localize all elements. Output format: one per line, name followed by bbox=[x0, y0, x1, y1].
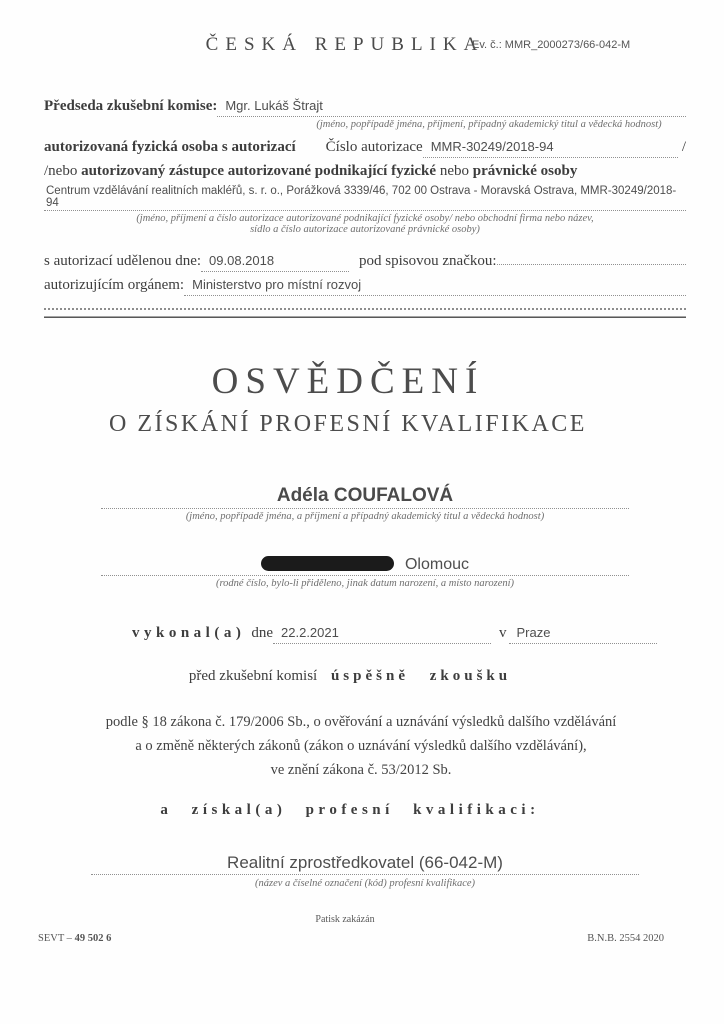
exam-result-row bbox=[44, 668, 686, 685]
authorized-entity-row bbox=[44, 185, 686, 211]
trailing-slash: / bbox=[681, 139, 686, 155]
exam-date-field bbox=[273, 625, 491, 644]
or-prefix: /nebo bbox=[44, 163, 78, 179]
performed-label: vykonal(a) bbox=[132, 625, 246, 641]
chairman-label: Předseda zkušební komise: bbox=[44, 98, 218, 114]
date-word: dne bbox=[251, 625, 274, 641]
granted-date-field bbox=[201, 253, 349, 272]
holder-name: Adéla COUFALOVÁ bbox=[276, 485, 454, 506]
birth-data-field bbox=[101, 556, 629, 576]
qualification-caption: (název a číselné označení (kód) profesní kvalifikace) bbox=[254, 878, 476, 889]
before-committee-label: před zkušební komisí bbox=[188, 668, 318, 684]
authorization-row-2 bbox=[44, 161, 686, 182]
authorized-entity: Centrum vzdělávání realitních makléřů, s. r. o., Porážková 3339/46, 702 00 Ostrava - Moravská Ostrava, MMR-30249/2018-94 bbox=[44, 185, 686, 211]
entity-caption-line1: (jméno, příjmení a číslo autorizace autorizované podnikající fyzické osoby/ nebo obchodní firma nebo název, bbox=[136, 213, 594, 224]
exam-performed-row bbox=[132, 625, 622, 644]
document-header bbox=[44, 34, 686, 58]
exam-place: Praze bbox=[516, 625, 551, 640]
country-title: ČESKÁ REPUBLIKA bbox=[205, 34, 485, 55]
file-number-field bbox=[497, 248, 686, 265]
reprint-forbidden-note: Patisk zakázán bbox=[315, 914, 375, 925]
authorization-row-1 bbox=[44, 139, 686, 158]
authorizing-body-label: autorizujícím orgánem: bbox=[44, 277, 185, 293]
evidence-number: Ev. č.: MMR_2000273/66-042-M bbox=[472, 39, 631, 51]
law-line-3: ve znění zákona č. 53/2012 Sb. bbox=[270, 762, 452, 778]
authorization-number-label: Číslo autorizace bbox=[325, 139, 423, 155]
chairman-row bbox=[44, 98, 686, 117]
holder-name-caption: (jméno, popřípadě jména, a příjmení a případný akademický titul a vědecká hodnost) bbox=[185, 511, 545, 522]
authorization-number-field bbox=[423, 139, 678, 158]
legal-basis bbox=[44, 710, 686, 782]
entity-caption-line2: sídlo a číslo autorizace autorizované právnické osoby) bbox=[250, 224, 480, 235]
footer-row bbox=[38, 933, 686, 944]
authorization-number: MMR-30249/2018-94 bbox=[430, 139, 554, 154]
or-word: nebo bbox=[439, 163, 469, 179]
authorizing-body: Ministerstvo pro místní rozvoj bbox=[192, 277, 362, 292]
exam-date: 22.2.2021 bbox=[281, 625, 339, 640]
birth-data-caption: (rodné číslo, bylo-li přiděleno, jinak datum narození, a místo narození) bbox=[215, 578, 515, 589]
certificate-subtitle: O ZÍSKÁNÍ PROFESNÍ KVALIFIKACE bbox=[109, 411, 587, 437]
authorizing-body-row bbox=[44, 277, 686, 296]
birth-place: Olomouc bbox=[404, 556, 470, 573]
solid-divider bbox=[44, 316, 686, 318]
chairman-field bbox=[217, 98, 686, 117]
in-word: v bbox=[499, 625, 507, 641]
qualification-field bbox=[91, 853, 639, 875]
granted-date: 09.08.2018 bbox=[209, 253, 275, 268]
granted-date-label: s autorizací udělenou dne: bbox=[44, 253, 202, 269]
authorized-representative-label: autorizovaný zástupce autorizované podnikající fyzické bbox=[81, 163, 437, 179]
law-line-1: podle § 18 zákona č. 179/2006 Sb., o ověřování a uznávání výsledků dalšího vzdělávání bbox=[105, 714, 617, 730]
sevt-number: 49 502 6 bbox=[74, 933, 112, 944]
law-line-2: a o změně některých zákonů (zákon o uznávání výsledků dalšího vzdělávání), bbox=[135, 738, 587, 754]
redacted-birth-number bbox=[261, 556, 394, 571]
qualification-name: Realitní zprostředkovatel (66-042-M) bbox=[227, 853, 503, 872]
file-number-label: pod spisovou značkou: bbox=[359, 253, 497, 269]
holder-name-field bbox=[101, 485, 629, 509]
gained-qualification-label: a získal(a) profesní kvalifikaci: bbox=[160, 802, 540, 818]
legal-entity-label: právnické osoby bbox=[472, 163, 578, 179]
sevt-code bbox=[38, 933, 111, 944]
success-label: úspěšně zkoušku bbox=[330, 668, 512, 684]
chairman-caption: (jméno, popřípadě jména, příjmení, případný akademický titul a vědecká hodnost) bbox=[316, 119, 662, 130]
chairman-name: Mgr. Lukáš Štrajt bbox=[225, 98, 323, 113]
dotted-divider bbox=[44, 308, 686, 310]
authorizing-body-field bbox=[184, 277, 686, 296]
exam-place-field bbox=[509, 625, 657, 644]
bnb-code: B.N.B. 2554 2020 bbox=[587, 933, 664, 944]
certificate-title: OSVĚDČENÍ bbox=[211, 361, 485, 402]
authorization-granted-row bbox=[44, 248, 686, 272]
sevt-prefix: SEVT – bbox=[38, 933, 75, 944]
authorized-person-label: autorizovaná fyzická osoba s autorizací bbox=[44, 139, 296, 155]
